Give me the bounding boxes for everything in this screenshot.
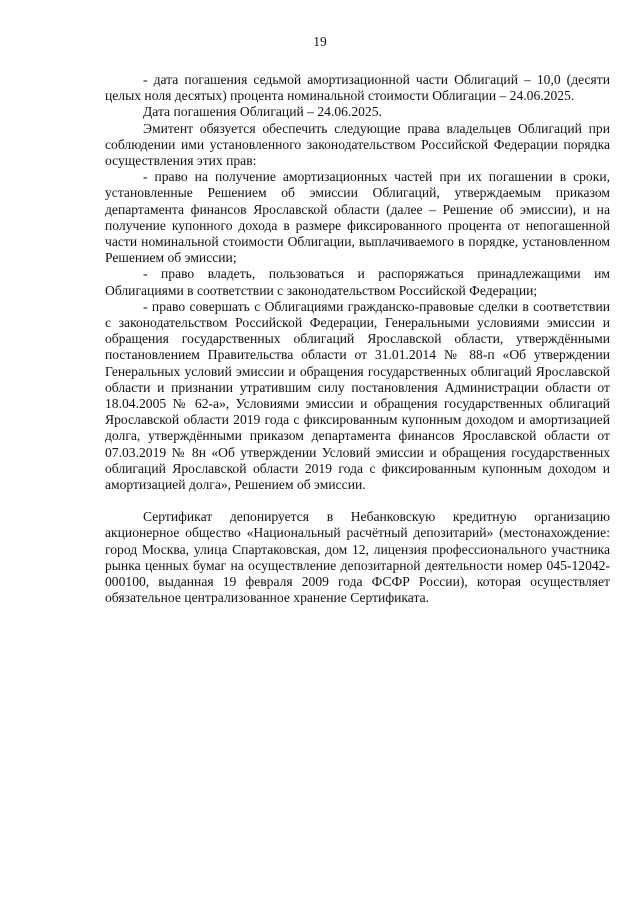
paragraph-certificate-deposit: Сертификат депонируется в Небанковскую кредитную организацию акционерное общество «Национальный расчётный депозитарий» (местонахождение: город Москва, улица Спартаковская, дом 12, лицензия профессионального участника рынка ценных бумаг на осуществление депозитарной деятельности номер 045-12042-000100, выданная 19 февраля 2009 года ФСФР России), которая осуществляет обязательное централизованное хранение Сертификата.: [105, 509, 610, 606]
document-body: [105, 72, 610, 607]
paragraph-maturity-date: Дата погашения Облигаций – 24.06.2025.: [143, 104, 382, 120]
paragraph-right-own: - право владеть, пользоваться и распоряжаться принадлежащими им Облигациями в соответствии с законодательством Российской Федерации;: [105, 266, 610, 298]
paragraph-amortization-seventh: - дата погашения седьмой амортизационной части Облигаций – 10,0 (десяти целых ноля десятых) процента номинальной стоимости Облигации – 24.06.2025.: [105, 72, 610, 104]
paragraph-right-transactions: - право совершать с Облигациями гражданско-правовые сделки в соответствии с законодательством Российской Федерации, Генеральными условиями эмиссии и обращения государственных облигаций Ярославской области, утверждёнными постановлением Правительства области от 31.01.2014 № 88-п «Об утверждении Генеральных условий эмиссии и обращения государственных облигаций Ярославской области и признании утратившим силу постановления Администрации области от 18.04.2005 № 62-а», Условиями эмиссии и обращения государственных облигаций Ярославской области 2019 года с фиксированным купонным доходом и амортизацией долга, утверждёнными приказом департамента финансов Ярославской области от 07.03.2019 № 8н «Об утверждении Условий эмиссии и обращения государственных облигаций Ярославской области 2019 года с фиксированным купонным доходом и амортизацией долга», Решением об эмиссии.: [105, 298, 610, 493]
page-number: 19: [313, 34, 327, 49]
paragraph-issuer-obligations: Эмитент обязуется обеспечить следующие права владельцев Облигаций при соблюдении ими установленного законодательством Российской Федерации порядка осуществления этих прав:: [105, 120, 610, 169]
paragraph-right-income: - право на получение амортизационных частей при их погашении в сроки, установленные Решением об эмиссии Облигаций, утверждаемым приказом департамента финансов Ярославской области (далее – Решение об эмиссии), и на получение купонного дохода в размере фиксированного процента от непогашенной части номинальной стоимости Облигации, выплачиваемого в порядке, установленном Решением об эмиссии;: [105, 169, 610, 266]
